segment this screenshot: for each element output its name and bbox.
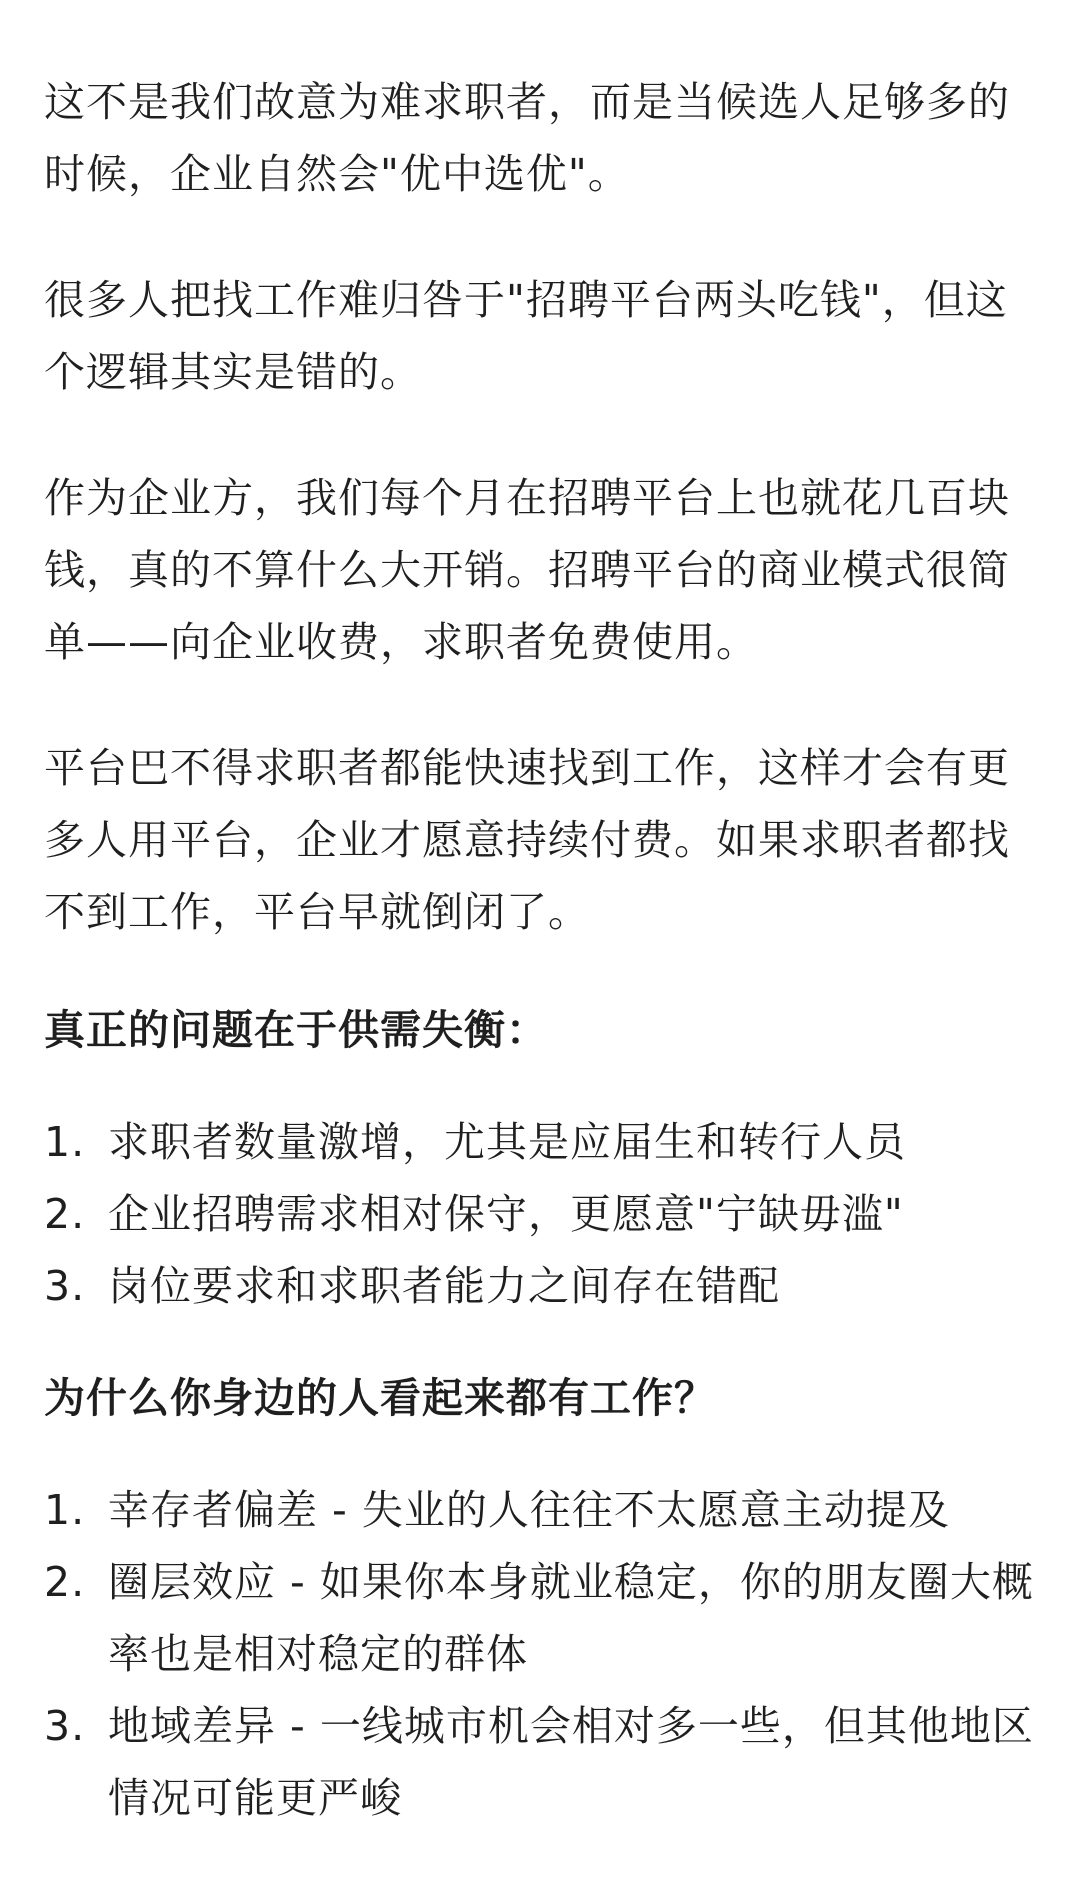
list-item [44, 1250, 1036, 1322]
paragraph: 这不是我们故意为难求职者，而是当候选人足够多的时候，企业自然会"优中选优"。 [44, 78, 1010, 198]
list-number: 2. [44, 1190, 86, 1238]
list-number: 1. [44, 1118, 86, 1166]
section-heading: 为什么你身边的人看起来都有工作？ [44, 1374, 716, 1422]
list-number: 2. [44, 1558, 86, 1606]
list-item-text: 岗位要求和求职者能力之间存在错配 [108, 1262, 780, 1310]
list-number: 1. [44, 1486, 86, 1534]
list-number: 3. [44, 1262, 86, 1310]
list-item [44, 1546, 1036, 1690]
list-item [44, 1178, 1036, 1250]
section-heading: 真正的问题在于供需失衡： [44, 1006, 548, 1054]
numbered-list [44, 1106, 1036, 1322]
paragraph: 很多人把找工作难归咎于"招聘平台两头吃钱"，但这个逻辑其实是错的。 [44, 276, 1008, 396]
list-item [44, 1474, 1036, 1546]
paragraph: 作为企业方，我们每个月在招聘平台上也就花几百块钱，真的不算什么大开销。招聘平台的商业模式很简单——向企业收费，求职者免费使用。 [44, 474, 1010, 666]
list-number: 3. [44, 1702, 86, 1750]
list-item-text: 圈层效应 - 如果你本身就业稳定，你的朋友圈大概率也是相对稳定的群体 [108, 1558, 1034, 1678]
paragraph: 平台巴不得求职者都能快速找到工作，这样才会有更多人用平台，企业才愿意持续付费。如果求职者都找不到工作，平台早就倒闭了。 [44, 744, 1010, 936]
list-item-text: 幸存者偏差 - 失业的人往往不太愿意主动提及 [108, 1486, 950, 1534]
list-item [44, 1106, 1036, 1178]
list-item [44, 1690, 1036, 1834]
list-item-text: 地域差异 - 一线城市机会相对多一些，但其他地区情况可能更严峻 [108, 1702, 1034, 1822]
list-item-text: 企业招聘需求相对保守，更愿意"宁缺毋滥" [108, 1190, 904, 1238]
numbered-list [44, 1474, 1036, 1834]
list-item-text: 求职者数量激增，尤其是应届生和转行人员 [108, 1118, 906, 1166]
